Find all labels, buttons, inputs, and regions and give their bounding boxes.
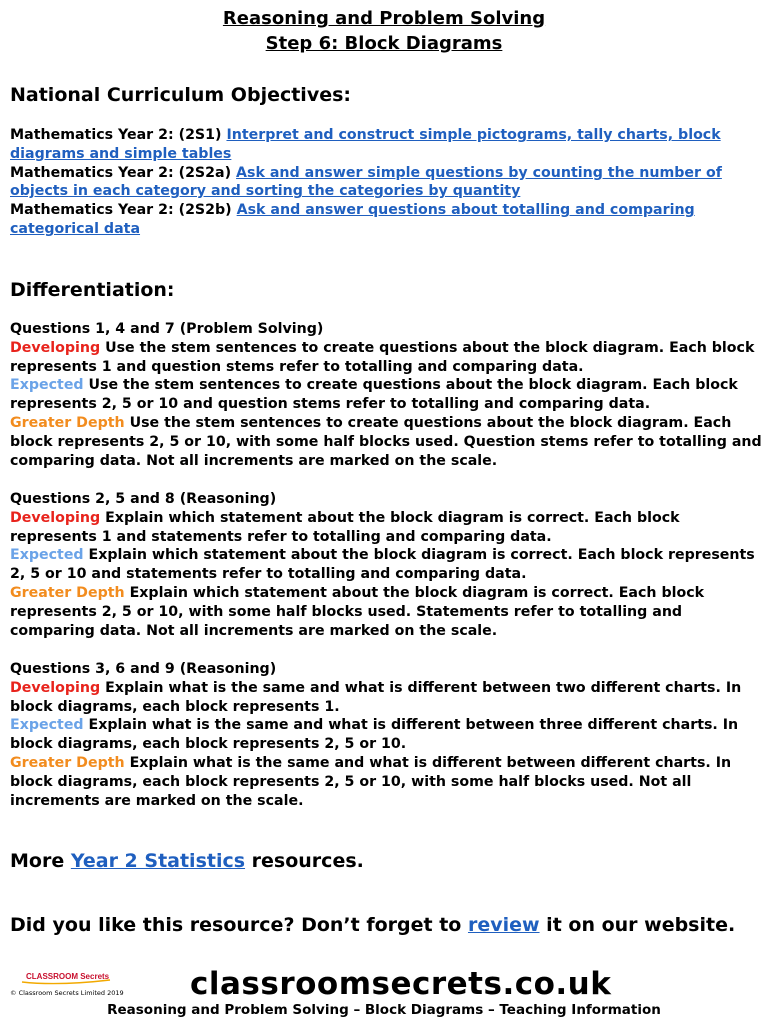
diff-group-title: Questions 2, 5 and 8 (Reasoning) (10, 491, 277, 507)
objective-prefix: Mathematics Year 2: (2S1) (10, 127, 222, 143)
expected-body: Explain which statement about the block diagram is correct. Each block represents 2, 5 or 10 and statements refer to totalling and comparing data. (10, 547, 755, 583)
developing-label: Developing (10, 339, 101, 356)
page-title-line1: Reasoning and Problem Solving (222, 8, 546, 29)
more-before: More (10, 850, 71, 872)
objective-link-2s1[interactable]: Interpret and construct simple pictograms, tally charts, block diagrams and simple tables (10, 127, 721, 162)
developing-label: Developing (10, 509, 101, 526)
expected-label: Expected (10, 547, 84, 564)
copyright-text: © Classroom Secrets Limited 2019 (10, 989, 124, 997)
diff-group-title: Questions 1, 4 and 7 (Problem Solving) (10, 321, 324, 337)
more-after: resources. (245, 850, 364, 872)
footer-info: Reasoning and Problem Solving – Block Diagrams – Teaching Information (107, 1002, 661, 1018)
greater-depth-body: Explain what is the same and what is different between different charts. In block diagrams, each block represents 2, 5 or 10, with some half blocks used. Not all increments are marked on the scale. (10, 754, 732, 809)
expected-text (10, 546, 762, 584)
greater-depth-body: Use the stem sentences to create questions about the block diagram. Each block represents 2, 5 or 10, with some half blocks used. Question stems refer to totalling and comparing data. Not all increments are marked on the scale. (10, 414, 762, 469)
greater-depth-body: Explain which statement about the block diagram is correct. Each block represents 2, 5 or 10, with some half blocks used. Statements refer to totalling and comparing data. Not all increments are marked on the scale. (10, 584, 705, 639)
objective-prefix: Mathematics Year 2: (2S2b) (10, 202, 232, 219)
objective-link-2s2b[interactable]: Ask and answer questions about totalling and comparing categorical data (10, 202, 695, 237)
objective-prefix: Mathematics Year 2: (2S2a) (10, 164, 232, 181)
review-before: Did you like this resource? Don’t forget to (10, 914, 468, 936)
diff-group-1 (10, 320, 762, 470)
page-title-line2: Step 6: Block Diagrams (265, 33, 503, 54)
developing-body: Use the stem sentences to create questions about the block diagram. Each block represents 1 and question stems refer to totalling and comparing data. (10, 339, 755, 375)
developing-text (10, 339, 762, 377)
objective-link-2s2a[interactable]: Ask and answer simple questions by counting the number of objects in each category and sorting the categories by quantity (10, 164, 722, 200)
expected-text (10, 376, 762, 414)
expected-label: Expected (10, 717, 84, 734)
developing-body: Explain what is the same and what is different between two different charts. In block diagrams, each block represents 1. (10, 679, 742, 715)
greater-depth-label: Greater Depth (10, 584, 125, 601)
expected-text (10, 716, 762, 754)
developing-body: Explain which statement about the block diagram is correct. Each block represents 1 and statements refer to totalling and comparing data. (10, 509, 680, 545)
expected-body: Use the stem sentences to create questions about the block diagram. Each block represents 2, 5 or 10 and question stems refer to totalling and comparing data. (10, 377, 738, 413)
more-resources-line (10, 850, 364, 872)
expected-label: Expected (10, 377, 84, 394)
objectives-heading: National Curriculum Objectives: (10, 84, 351, 106)
diff-group-title: Questions 3, 6 and 9 (Reasoning) (10, 661, 277, 677)
objective-item (10, 164, 762, 202)
greater-depth-label: Greater Depth (10, 414, 125, 431)
review-after: it on our website. (539, 914, 736, 936)
site-url: classroomsecrets.co.uk (190, 966, 612, 1002)
expected-body: Explain what is the same and what is different between three different charts. In block diagrams, each block represents 2, 5 or 10. (10, 717, 739, 753)
greater-depth-text (10, 584, 762, 640)
developing-label: Developing (10, 679, 101, 696)
year2-statistics-link[interactable]: Year 2 Statistics (70, 850, 246, 872)
review-link[interactable]: review (467, 914, 540, 936)
classroom-secrets-logo (18, 968, 118, 986)
developing-text (10, 679, 762, 717)
objectives-list (10, 126, 762, 239)
review-line (10, 914, 735, 936)
objective-item (10, 201, 762, 239)
logo-text: CLASSROOM Secrets (26, 972, 110, 981)
greater-depth-text (10, 414, 762, 470)
greater-depth-text (10, 754, 762, 810)
greater-depth-label: Greater Depth (10, 754, 125, 771)
objective-item (10, 126, 762, 164)
diff-group-3 (10, 660, 762, 810)
developing-text (10, 509, 762, 547)
diff-group-2 (10, 490, 762, 640)
differentiation-heading: Differentiation: (10, 279, 175, 301)
